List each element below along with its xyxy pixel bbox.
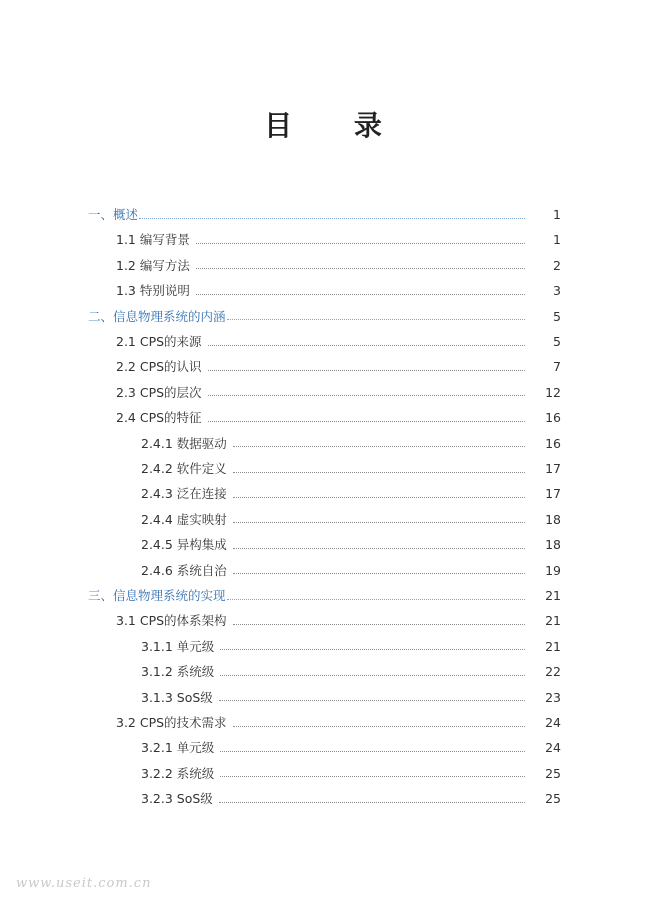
toc-entry[interactable] bbox=[0, 507, 646, 532]
toc-entry-label: 3.1.1 单元级 bbox=[141, 638, 215, 654]
toc-entry-page: 17 bbox=[545, 486, 561, 502]
dot-leader bbox=[227, 318, 525, 320]
toc-entry-page: 17 bbox=[545, 461, 561, 476]
toc-entry-page: 25 bbox=[545, 791, 561, 807]
toc-entry-page: 24 bbox=[545, 740, 561, 756]
dot-leader bbox=[196, 267, 525, 269]
dot-leader bbox=[227, 598, 525, 600]
toc-entry-page: 21 bbox=[545, 638, 561, 654]
toc-entry-label: 2.4.1 数据驱动 bbox=[141, 435, 227, 451]
toc-entry[interactable] bbox=[0, 710, 646, 735]
toc-entry-page: 21 bbox=[545, 613, 561, 629]
toc-entry-label: 3.2 CPS的技术需求 bbox=[116, 715, 227, 730]
toc-entry-label: 2.4 CPS的特征 bbox=[116, 410, 202, 426]
dot-leader bbox=[196, 242, 525, 244]
dot-leader bbox=[208, 420, 525, 422]
toc-entry-label: 3.2.3 SoS级 bbox=[141, 791, 213, 807]
dot-leader bbox=[220, 775, 525, 777]
toc-entry[interactable] bbox=[0, 735, 646, 760]
watermark-text: www.useit.com.cn bbox=[16, 876, 152, 891]
toc-entry[interactable] bbox=[0, 431, 646, 456]
dot-leader bbox=[233, 572, 525, 574]
toc-entry[interactable] bbox=[0, 354, 646, 379]
toc-entry-label: 2.3 CPS的层次 bbox=[116, 384, 202, 400]
toc-entry-page: 23 bbox=[545, 689, 561, 705]
toc-entry-label: 3.1 CPS的体系架构 bbox=[116, 613, 227, 629]
dot-leader bbox=[208, 369, 525, 371]
dot-leader bbox=[219, 699, 525, 701]
dot-leader bbox=[220, 750, 525, 752]
dot-leader bbox=[196, 293, 525, 295]
toc-entry-page: 3 bbox=[553, 283, 561, 299]
dot-leader bbox=[233, 725, 525, 727]
toc-entry[interactable] bbox=[0, 329, 646, 354]
toc-entry[interactable] bbox=[0, 380, 646, 405]
toc-entry-label: 2.4.4 虚实映射 bbox=[141, 511, 227, 527]
dot-leader bbox=[219, 801, 525, 803]
toc-entry-page: 16 bbox=[545, 435, 561, 451]
toc-entry-label: 3.1.2 系统级 bbox=[141, 664, 215, 680]
toc-entry-page: 7 bbox=[553, 359, 561, 375]
toc-entry-page: 24 bbox=[545, 715, 561, 730]
dot-leader bbox=[233, 547, 525, 549]
toc-entry-label: 2.4.2 软件定义 bbox=[141, 461, 227, 476]
toc-entry-page: 16 bbox=[545, 410, 561, 426]
toc-entry-page: 2 bbox=[553, 257, 561, 273]
dot-leader bbox=[208, 394, 525, 396]
toc-entry[interactable] bbox=[0, 532, 646, 557]
toc-entry-page: 18 bbox=[545, 511, 561, 527]
toc-entry[interactable] bbox=[0, 253, 646, 278]
toc-entry[interactable] bbox=[0, 786, 646, 811]
toc-title: 目 录 bbox=[264, 109, 408, 142]
toc-entry-label: 1.3 特别说明 bbox=[116, 283, 190, 299]
dot-leader bbox=[220, 674, 525, 676]
dot-leader bbox=[233, 496, 525, 498]
toc-entry-label: 一、概述 bbox=[88, 207, 139, 222]
toc-entry[interactable] bbox=[0, 685, 646, 710]
toc-entry-page: 19 bbox=[545, 562, 561, 578]
toc-entry[interactable] bbox=[0, 558, 646, 583]
toc-entry-page: 18 bbox=[545, 537, 561, 553]
toc-entry-label: 3.2.2 系统级 bbox=[141, 765, 215, 781]
toc-entry-page: 12 bbox=[545, 384, 561, 400]
toc-entry-page: 25 bbox=[545, 765, 561, 781]
toc-entry-label: 2.4.6 系统自治 bbox=[141, 562, 227, 578]
toc-entry-label: 2.4.3 泛在连接 bbox=[141, 486, 227, 502]
toc-entry-page: 1 bbox=[553, 232, 561, 248]
dot-leader bbox=[233, 445, 525, 447]
toc-entry[interactable] bbox=[0, 304, 646, 329]
toc-entry[interactable] bbox=[0, 634, 646, 659]
toc-entry-label: 3.2.1 单元级 bbox=[141, 740, 215, 756]
toc-entry-page: 22 bbox=[545, 664, 561, 680]
toc-entry-page: 1 bbox=[553, 207, 561, 222]
toc-entry-label: 1.1 编写背景 bbox=[116, 232, 190, 248]
toc-entry[interactable] bbox=[0, 227, 646, 252]
toc-entry-page: 21 bbox=[545, 588, 561, 603]
dot-leader bbox=[220, 648, 525, 650]
toc-entry-label: 3.1.3 SoS级 bbox=[141, 689, 213, 705]
toc-entry[interactable] bbox=[0, 659, 646, 684]
toc-entry[interactable] bbox=[0, 456, 646, 481]
toc-entry-page: 5 bbox=[553, 308, 561, 324]
toc-entry[interactable] bbox=[0, 405, 646, 430]
dot-leader bbox=[139, 217, 525, 219]
toc-entry-label: 三、信息物理系统的实现 bbox=[88, 588, 226, 603]
toc-entry-label: 2.1 CPS的来源 bbox=[116, 334, 202, 349]
toc-entry[interactable] bbox=[0, 761, 646, 786]
toc-entry[interactable] bbox=[0, 583, 646, 608]
dot-leader bbox=[233, 623, 525, 625]
toc-entry-label: 2.2 CPS的认识 bbox=[116, 359, 202, 375]
toc-entry[interactable] bbox=[0, 202, 646, 227]
toc-entry-label: 2.4.5 异构集成 bbox=[141, 537, 227, 553]
toc-entry[interactable] bbox=[0, 481, 646, 506]
dot-leader bbox=[208, 344, 525, 346]
dot-leader bbox=[233, 471, 525, 473]
toc-entry-label: 二、信息物理系统的内涵 bbox=[88, 308, 226, 324]
toc-entry-label: 1.2 编写方法 bbox=[116, 257, 190, 273]
dot-leader bbox=[233, 521, 525, 523]
toc-entry-page: 5 bbox=[553, 334, 561, 349]
toc-entry[interactable] bbox=[0, 278, 646, 303]
toc-entry[interactable] bbox=[0, 608, 646, 633]
